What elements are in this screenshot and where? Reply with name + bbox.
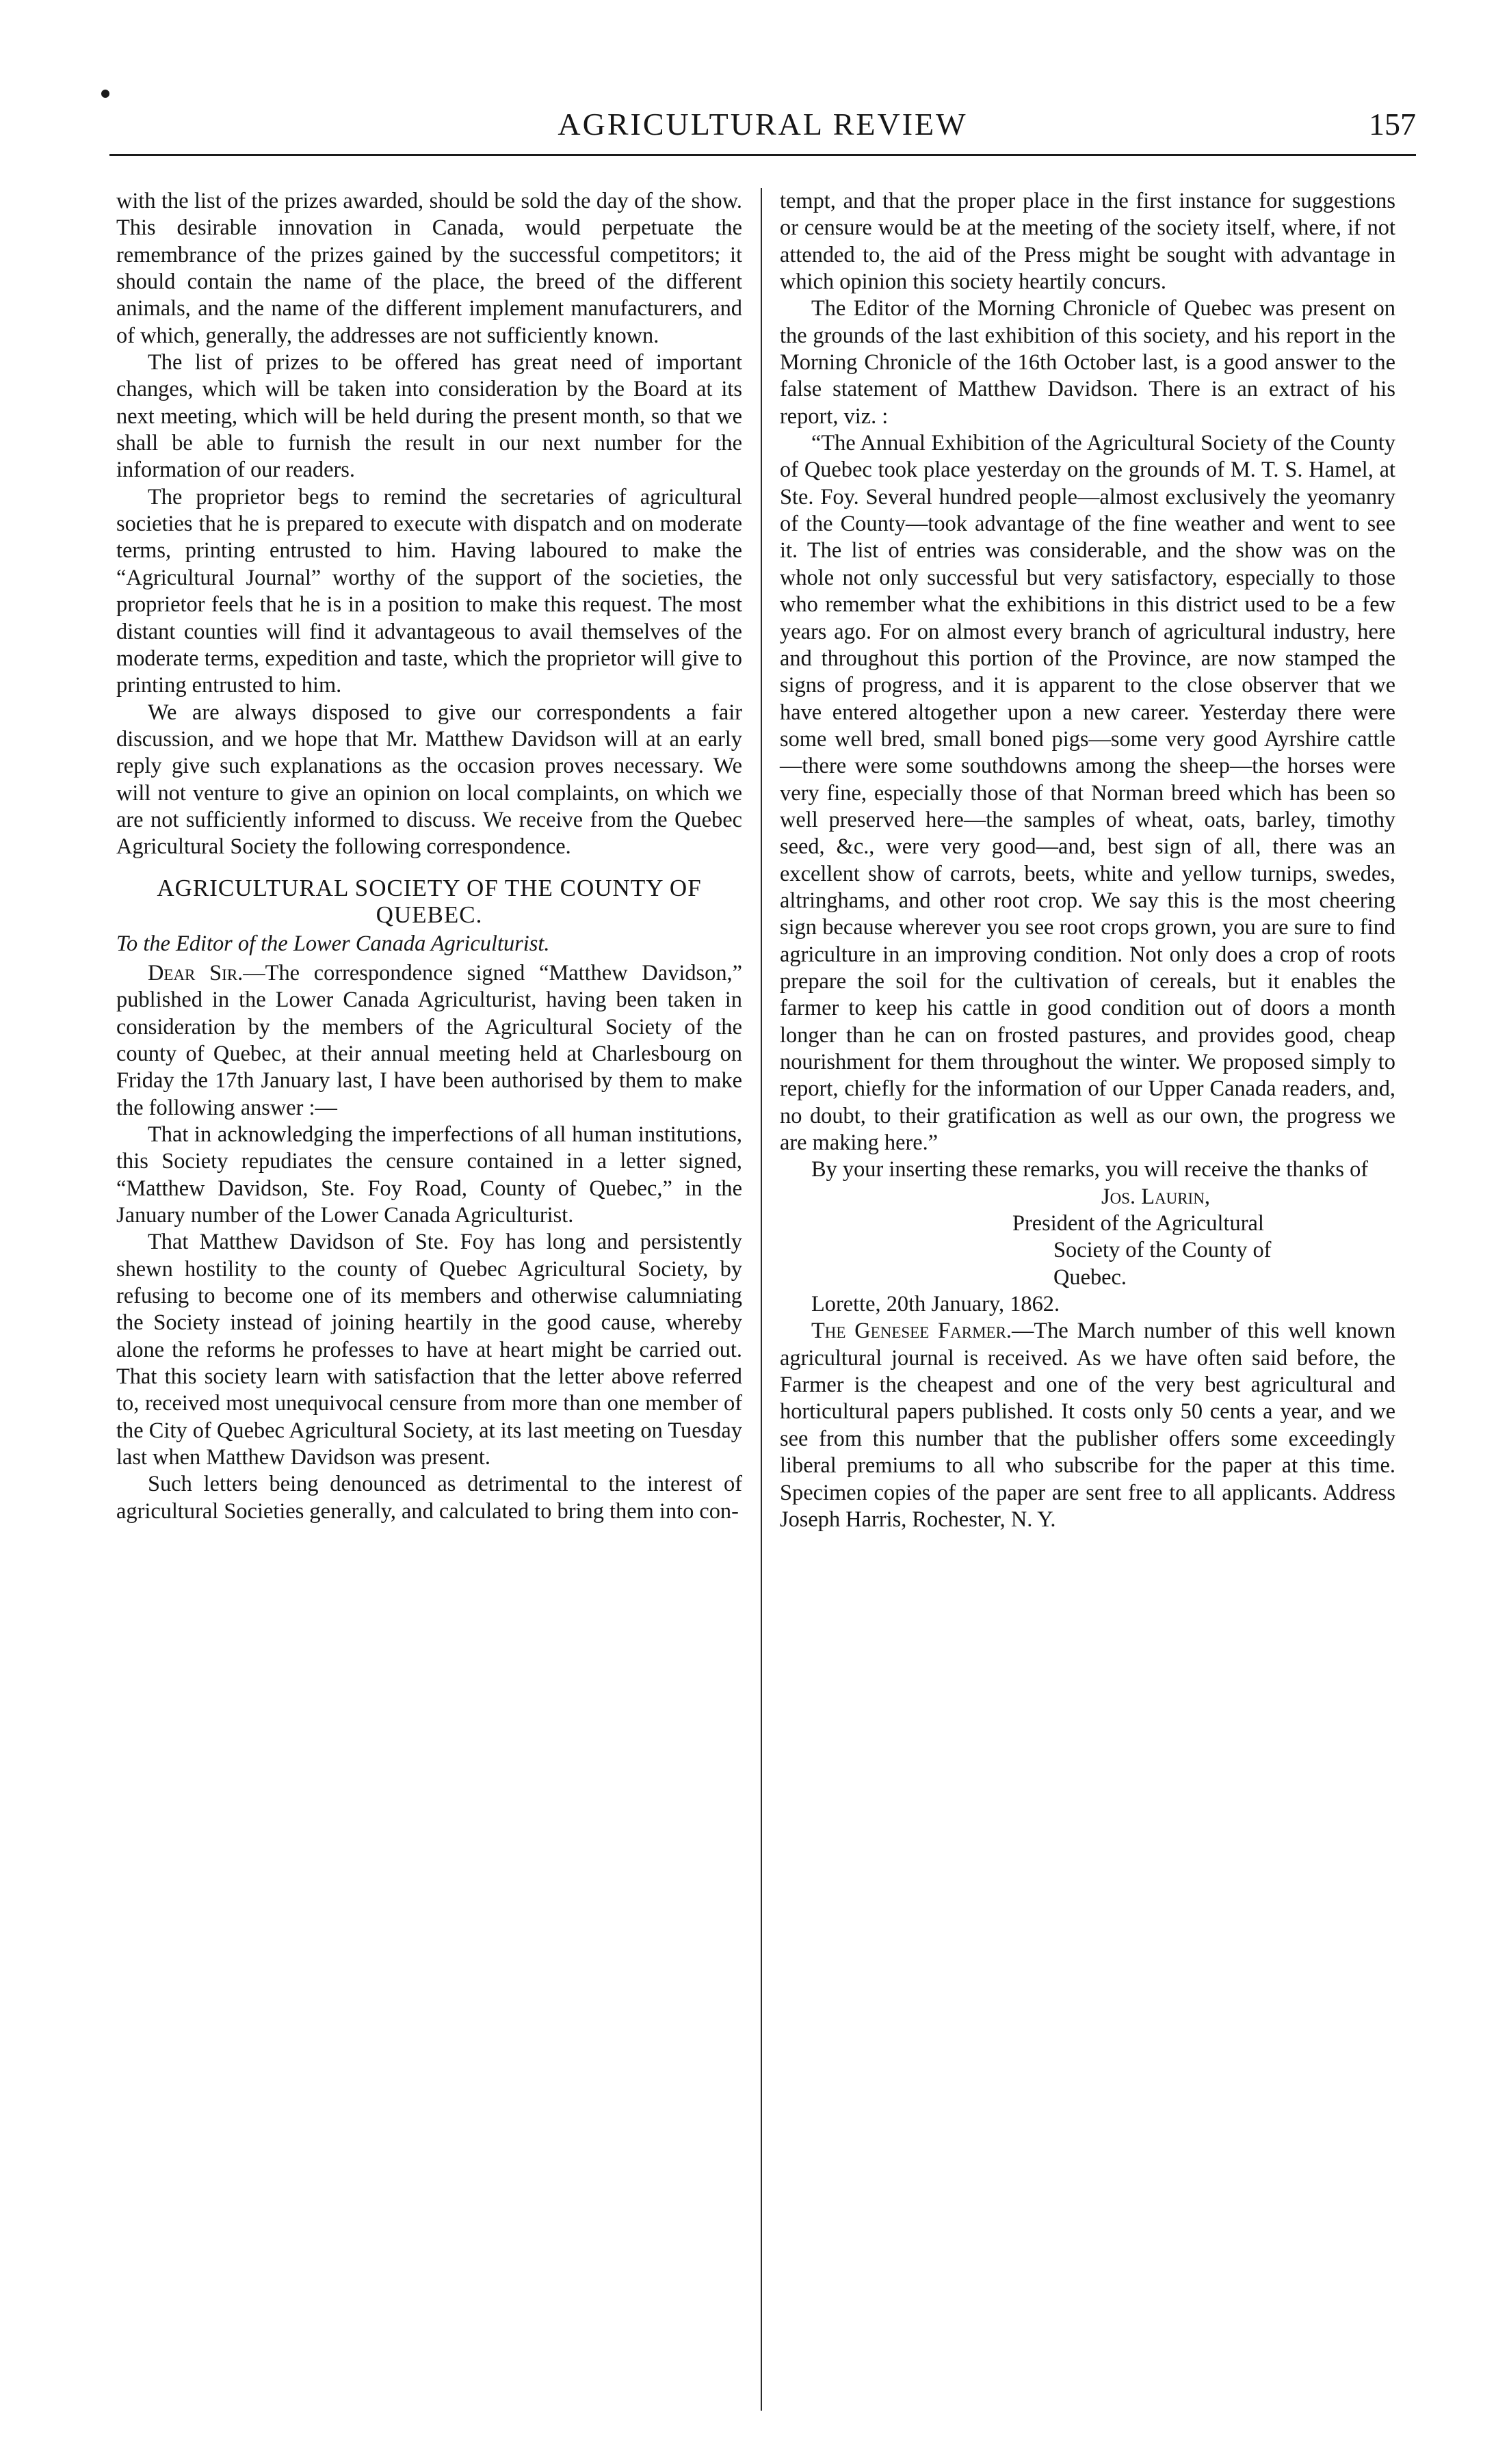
right-column xyxy=(780,188,1395,1533)
paragraph: The list of prizes to be offered has great need of important changes, which will be taken into consideration by the Board at its next meeting, which will be held during the present month, so that we shall be able to furnish the result in our next number for the information of our readers. xyxy=(116,350,742,483)
paragraph: By your inserting these remarks, you will receive the thanks of xyxy=(811,1157,1369,1182)
paragraph: We are always disposed to give our correspondents a fair discussion, and we hope that Mr. Matthew Davidson will at an early reply give such explanations as the occasion proves necessary. We will not venture to give an opinion on local complaints, on which we are not sufficiently informed to discuss. We receive from the Quebec Agricultural Society the following correspondence. xyxy=(116,700,742,860)
signature-title: President of the Agricultural xyxy=(1012,1211,1264,1236)
section-heading: AGRICULTURAL SOCIETY OF THE COUNTY OF QUEBEC. xyxy=(157,874,702,928)
running-title: AGRICULTURAL REVIEW xyxy=(557,107,968,142)
letter-address: To the Editor of the Lower Canada Agriculturist. xyxy=(116,931,550,956)
paragraph-text: —The March number of this well known agricultural journal is received. As we have often said before, the Farmer is the cheapest and one of the very best agricultural and horticultural papers published. It costs only 50 cents a year, and we see from this number that the publisher offers some exceedingly liberal premiums to all who subscribe for the paper at this time. Specimen copies of the paper are sent free to all applicants. Address Joseph Harris, Rochester, N. Y. xyxy=(780,1319,1395,1532)
signature-title: Society of the County of xyxy=(1053,1238,1272,1263)
paragraph: Such letters being denounced as detrimental to the interest of agricultural Societies generally, and calculated to bring them into con- xyxy=(116,1472,742,1524)
paragraph: tempt, and that the proper place in the first instance for suggestions or censure would be at the meeting of the society itself, where, if not attended to, the aid of the Press might be sought with advantage in which opinion this society heartily concurs. xyxy=(780,189,1395,295)
paragraph xyxy=(780,1318,1395,1533)
paragraph xyxy=(116,960,742,1122)
signature-name: Jos. Laurin, xyxy=(1101,1184,1210,1209)
paragraph: with the list of the prizes awarded, should be sold the day of the show. This desirable innovation in Canada, would perpetuate the remembrance of the prizes gained by the successful competitors; it should contain the name of the place, the breed of the different animals, and the name of the different implement manufacturers, and of which, generally, the addresses are not sufficiently known. xyxy=(116,189,742,348)
page-header xyxy=(109,106,1416,161)
paragraph-text: —The correspondence signed “Matthew Davidson,” published in the Lower Canada Agriculturist, having been taken in consideration by the members of the Agricultural Society of the county of Quebec, at their annual meeting held at Charlesbourg on Friday the 17th January last, I have been authorised by them to make the following answer :— xyxy=(116,960,742,1120)
page-number: 157 xyxy=(1369,107,1416,142)
paragraph: The Editor of the Morning Chronicle of Quebec was present on the grounds of the last exhibition of this society, and his report in the Morning Chronicle of the 16th October last, is a good answer to the false statement of Matthew Davidson. There is an extract of his report, viz. : xyxy=(780,296,1395,429)
dateline: Lorette, 20th January, 1862. xyxy=(811,1292,1060,1317)
paragraph: That Matthew Davidson of Ste. Foy has long and persistently shewn hostility to the county of Quebec Agricultural Society, by refusing to become one of its members and otherwise calumniating the Society instead of joining heartily in the good cause, whereby alone the reforms he professes to have at heart might be carried out. That this society learn with satisfaction that the letter above referred to, received most unequivocal censure from more than one member of the City of Quebec Agricultural Society, at its last meeting on Tuesday last when Matthew Davidson was present. xyxy=(116,1230,742,1470)
header-rule xyxy=(109,154,1416,156)
column-divider xyxy=(761,188,762,2411)
paragraph: The proprietor begs to remind the secretaries of agricultural societies that he is prepared to execute with dispatch and on moderate terms, printing entrusted to him. Having laboured to make the “Agricultural Journal” worthy of the support of the societies, the proprietor feels that he is in a position to make this request. The most distant counties will find it advantageous to avail themselves of the moderate terms, expedition and taste, which the proprietor will give to printing entrusted to him. xyxy=(116,484,742,698)
left-column xyxy=(116,188,742,1525)
paragraph: That in acknowledging the imperfections of all human institutions, this Society repudiates the censure contained in a letter signed, “Matthew Davidson, Ste. Foy Road, County of Quebec,” in the January number of the Lower Canada Agriculturist. xyxy=(116,1122,742,1228)
salutation-lead: Dear Sir. xyxy=(148,960,244,985)
signature-title: Quebec. xyxy=(1053,1264,1127,1290)
notice-lead: The Genesee Farmer. xyxy=(811,1319,1012,1344)
ink-dot xyxy=(101,90,109,98)
quoted-report: “The Annual Exhibition of the Agricultural Society of the County of Quebec took place yesterday on the grounds of M. T. S. Hamel, at Ste. Foy. Several hundred people—almost exclusively the yeomanry of the County—took advantage of the fine weather and went to see it. The list of entries was considerable, and the show was on the whole not only successful but very satisfactory, especially to those who remember what the exhibitions in this district used to be a few years ago. For on almost every branch of agricultural industry, here and throughout this portion of the Province, are now stamped the signs of progress, and it is apparent to the close observer that we have entered altogether upon a new career. Yesterday there were some well bred, small boned pigs—some very good Ayrshire cattle—there were some southdowns among the sheep—the horses were very fine, especially those of that Norman breed which has been so well preserved here—the samples of wheat, oats, barley, timothy seed, &c., were very good—and, best sign of all, there was an excellent show of carrots, beets, white and yellow turnips, swedes, altringhams, and other root crop. We say this is the most cheering sign because wherever you see root crops grown, you are sure to find agriculture in an improving condition. Not only does a crop of roots prepare the soil for the cultivation of cereals, but it enables the farmer to keep his cattle in good condition out of doors a month longer than he can on frosted pastures, and provides good, cheap nourishment for them throughout the winter. We proposed simply to report, chiefly for the information of our Upper Canada readers, and, no doubt, to their gratification as well as our own, the progress we are making here.” xyxy=(780,431,1395,1156)
